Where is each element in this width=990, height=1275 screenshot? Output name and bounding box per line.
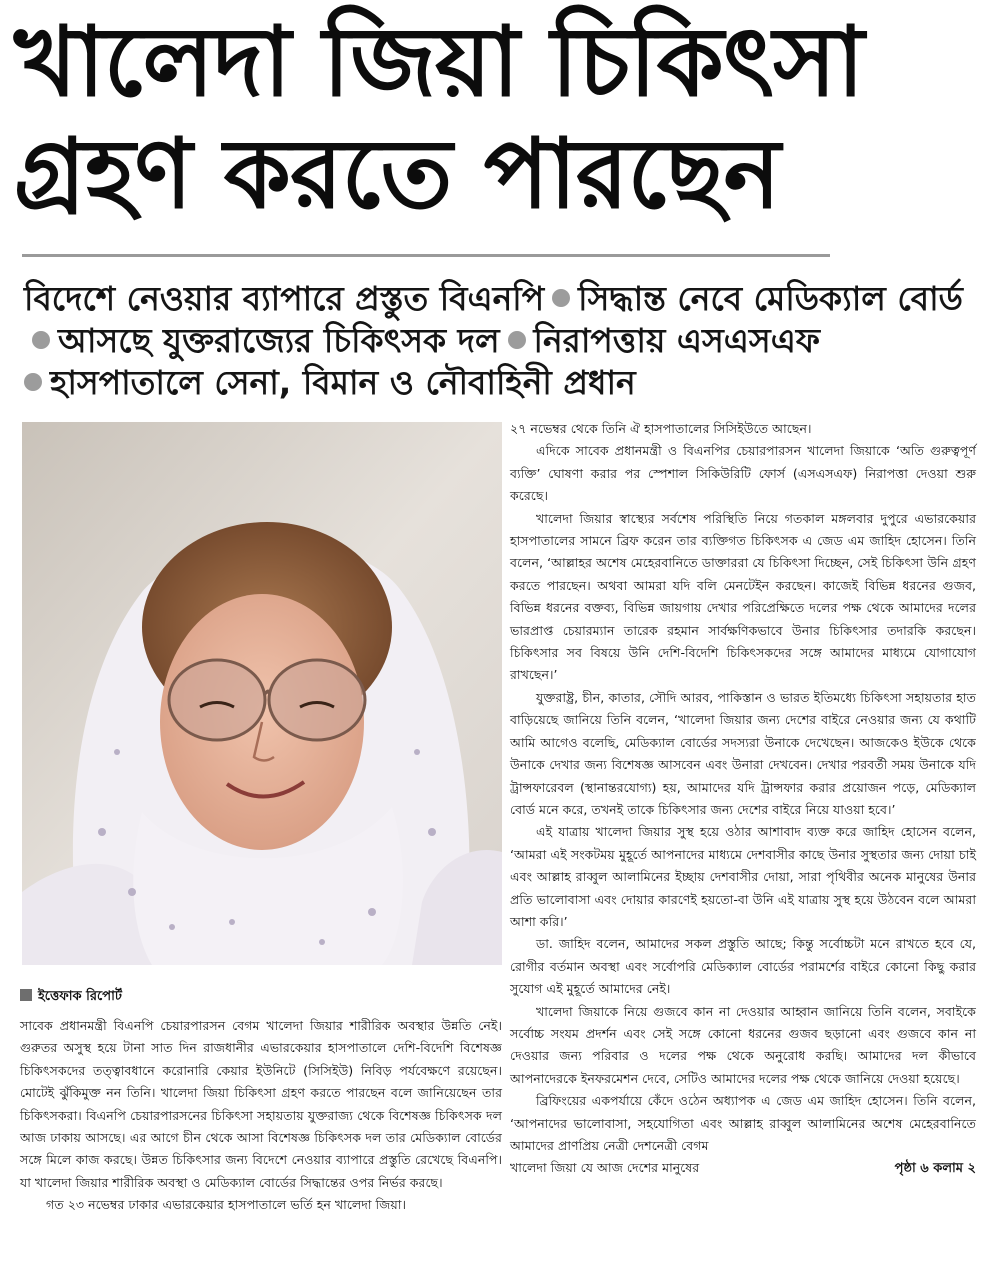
headline-line-1: খালেদা জিয়া চিকিৎসা bbox=[14, 6, 864, 118]
headline-divider bbox=[22, 254, 830, 257]
byline-text: ইত্তেফাক রিপোর্ট bbox=[38, 989, 122, 1004]
bullet-dot-icon bbox=[552, 289, 570, 307]
article-paragraph: সাবেক প্রধানমন্ত্রী বিএনপি চেয়ারপারসন বেগম খালেদা জিয়ার শারীরিক অবস্থার উন্নতি নেই। গুরুতর অসুস্থ হয়ে টানা সাত দিন রাজধানীর এভারকেয়ার হাসপাতালে দেশি-বিদেশি বিশেষজ্ঞ চিকিৎসকদের তত্ত্বাবধানে করোনারি কেয়ার ইউনিটে (সিসিইউ) নিবিড় পর্যবেক্ষণে রয়েছেন। মোটেই ঝুঁকিমুক্ত নন তিনি। খালেদা জিয়া চিকিৎসা গ্রহণ করতে পারছেন বলে জানিয়েছেন তার চিকিৎসকরা। বিএনপি চেয়ারপারসনের চিকিৎসা সহায়তায় যুক্তরাজ্য থেকে বিশেষজ্ঞ চিকিৎসক দল আজ ঢাকায় আসছে। এর আগে চীন থেকে আসা বিশেষজ্ঞ চিকিৎসক দল তার মেডিক্যাল বোর্ডের সঙ্গে মিলে কাজ করছে। উন্নত চিকিৎসার জন্য বিদেশে নেওয়ার ব্যাপারে প্রস্তুতি রেখেছে বিএনপি। যা খালেদা জিয়ার শারীরিক অবস্থা ও মেডিক্যাল বোর্ডের সিদ্ধান্তের ওপর নির্ভর করছে। bbox=[20, 1018, 502, 1190]
deck-item: নিরাপত্তায় এসএসএফ bbox=[533, 321, 820, 360]
portrait-photo bbox=[22, 422, 502, 965]
bullet-dot-icon bbox=[24, 373, 42, 391]
deck-item: হাসপাতালে সেনা, বিমান ও নৌবাহিনী প্রধান bbox=[50, 363, 636, 402]
article-paragraph-end: খালেদা জিয়া যে আজ দেশের মানুষের bbox=[510, 1160, 700, 1176]
article-paragraph: যুক্তরাষ্ট্র, চীন, কাতার, সৌদি আরব, পাকিস্তান ও ভারত ইতিমধ্যে চিকিৎসা সহায়তার হাত বাড়িয়েছে জানিয়ে তিনি বলেন, ‘খালেদা জিয়ার জন্য দেশের বাইরে নেওয়ার জন্য যে কথাটি আমি আগেও বলেছি, মেডিক্যাল বোর্ডের সদস্যরা উনাকে দেখেছেন। আজকেও ইউকে থেকে উনাকে দেখার জন্য বিশেষজ্ঞ আসবেন এবং উনারা দেখবেন। দেখার পরবর্তী সময় উনাকে যদি ট্রান্সফারেবল (স্থানান্তরযোগ্য) হয়, আমাদের যদি ট্রান্সফার করার প্রয়োজন পড়ে, মেডিক্যাল বোর্ড মনে করে, তখনই তাকে চিকিৎসার জন্য দেশের বাইরে নিয়ে যাওয়া হবে।’ bbox=[510, 689, 976, 817]
article-last-line bbox=[510, 1157, 976, 1180]
article-paragraph: ডা. জাহিদ বলেন, আমাদের সকল প্রস্তুতি আছে; কিন্তু সর্বোচ্চটা মনে রাখতে হবে যে, রোগীর বর্তমান অবস্থা এবং সর্বোপরি মেডিক্যাল বোর্ডের পরামর্শের বাইরে কোনো কিছু করার সুযোগ এই মুহূর্তে আমাদের নেই। bbox=[510, 936, 976, 997]
square-bullet-icon bbox=[20, 989, 32, 1001]
deck-item: বিদেশে নেওয়ার ব্যাপারে প্রস্তুত বিএনপি bbox=[24, 279, 545, 318]
article-column-left bbox=[20, 1015, 502, 1217]
bullet-dot-icon bbox=[508, 331, 526, 349]
article-column-right bbox=[510, 418, 976, 1181]
deck-item: সিদ্ধান্ত নেবে মেডিক্যাল বোর্ড bbox=[578, 279, 963, 318]
article-paragraph: ব্রিফিংয়ের একপর্যায়ে কেঁদে ওঠেন অধ্যাপক এ জেড এম জাহিদ হোসেন। তিনি বলেন, ‘আপনাদের ভালোবাসা, সহযোগিতা এবং আল্লাহ রাব্বুল আলামিনের অশেষ মেহেরবানিতে আমাদের প্রাণপ্রিয় নেত্রী দেশনেত্রী বেগম bbox=[510, 1093, 976, 1153]
byline bbox=[20, 987, 122, 1008]
subheadline-deck bbox=[24, 278, 964, 404]
article-paragraph: ২৭ নভেম্বর থেকে তিনি ঐ হাসপাতালের সিসিইউতে আছেন। bbox=[510, 421, 812, 436]
headline-line-2: গ্রহণ করতে পারছেন bbox=[14, 118, 780, 230]
headline bbox=[14, 6, 974, 230]
article-paragraph: খালেদা জিয়াকে নিয়ে গুজবে কান না দেওয়ার আহ্বান জানিয়ে তিনি বলেন, সবাইকে সর্বোচ্চ সংযম প্রদর্শন এবং সেই সঙ্গে কোনো ধরনের গুজব ছড়ানো এবং গুজবে কান না দেওয়ার জন্য পরিবার ও দলের পক্ষ থেকে অনুরোধ করছি। আমাদের দল কীভাবে আপনাদেরকে ইনফরমেশন দেবে, সেটিও আমাদের দলের পক্ষ থেকে জানিয়ে দেওয়া হয়েছে। bbox=[510, 1003, 976, 1086]
article-paragraph: এদিকে সাবেক প্রধানমন্ত্রী ও বিএনপির চেয়ারপারসন খালেদা জিয়াকে ‘অতি গুরুত্বপূর্ণ ব্যক্তি’ ঘোষণা করার পর স্পেশাল সিকিউরিটি ফোর্স (এসএসএফ) নিরাপত্তা দেওয়া শুরু করেছে। bbox=[510, 443, 976, 504]
bullet-dot-icon bbox=[32, 331, 50, 349]
article-paragraph: এই যাত্রায় খালেদা জিয়ার সুস্থ হয়ে ওঠার আশাবাদ ব্যক্ত করে জাহিদ হোসেন বলেন, ‘আমরা এই সংকটময় মুহূর্তে আপনাদের মাধ্যমে দেশবাসীর কাছে উনার সুস্থতার জন্য দোয়া চাই এবং আল্লাহ রাব্বুল আলামিনের ইচ্ছায় দেশবাসীর দোয়া, সারা পৃথিবীর অনেক মানুষের উনার প্রতি ভালোবাসা এবং দোয়ার কারণেই হয়তো-বা উনি এই যাত্রায় সুস্থ হয়ে উঠবেন বলে আমরা আশা করি।’ bbox=[510, 824, 976, 929]
article-paragraph: গত ২৩ নভেম্বর ঢাকার এভারকেয়ার হাসপাতালে ভর্তি হন খালেদা জিয়া। bbox=[46, 1197, 406, 1213]
continuation-link[interactable]: পৃষ্ঠা ৬ কলাম ২ bbox=[894, 1161, 976, 1177]
deck-item: আসছে যুক্তরাজ্যের চিকিৎসক দল bbox=[58, 321, 500, 360]
article-paragraph: খালেদা জিয়ার স্বাস্থ্যের সর্বশেষ পরিস্থিতি নিয়ে গতকাল মঙ্গলবার দুপুরে এভারকেয়ার হাসপাতালের সামনে ব্রিফ করেন তার ব্যক্তিগত চিকিৎসক এ জেড এম জাহিদ হোসেন। তিনি বলেন, ‘আল্লাহর অশেষ মেহেরবানিতে ডাক্তাররা যে চিকিৎসা দিচ্ছেন, সেই চিকিৎসা উনি গ্রহণ করতে পারছেন। অথবা আমরা যদি বলি মেনটেইন করছেন। কাজেই বিভিন্ন ধরনের গুজব, বিভিন্ন ধরনের বক্তব্য, বিভিন্ন জায়গায় দেখার পরিপ্রেক্ষিতে দলের পক্ষ থেকে আমাদের দলের ভারপ্রাপ্ত চেয়ারম্যান তারেক রহমান সার্বক্ষণিকভাবে উনার চিকিৎসার তদারকি করছেন। চিকিৎসার সব বিষয়ে উনি দেশি-বিদেশি চিকিৎসকদের সঙ্গে আমাদের মাধ্যমে যোগাযোগ রাখছেন।’ bbox=[510, 510, 976, 683]
